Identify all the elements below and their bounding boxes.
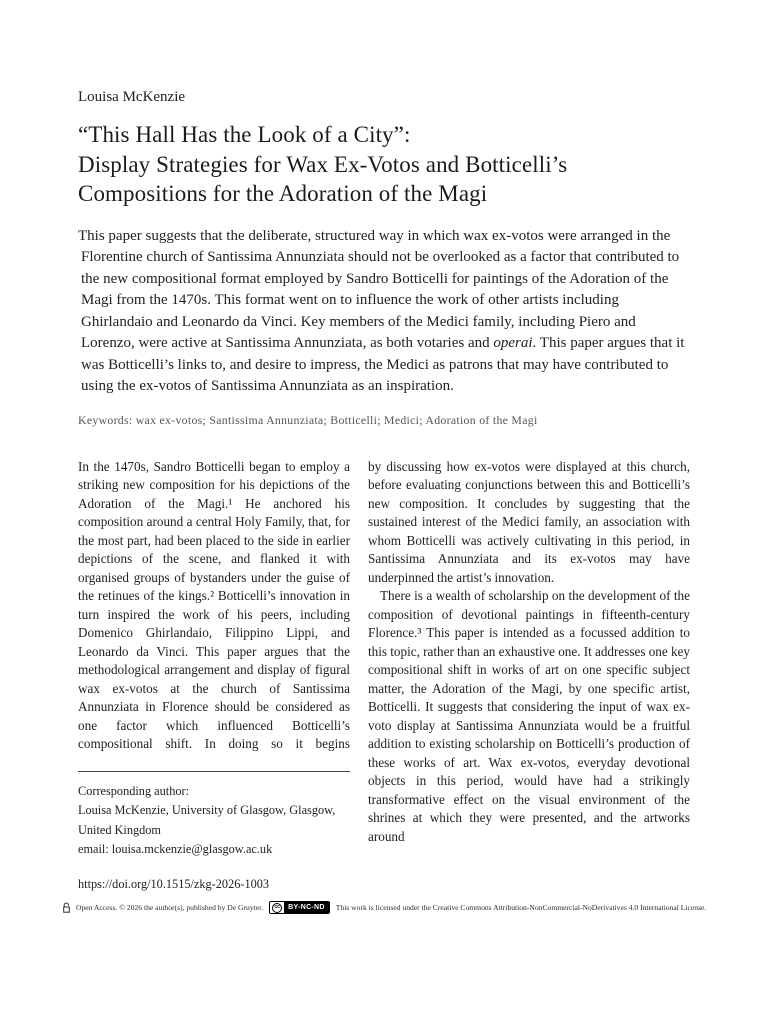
author-byline: Louisa McKenzie — [78, 89, 186, 105]
article-body — [78, 458, 690, 894]
title-line-3: Compositions for the Adoration of the Magi — [78, 181, 488, 206]
body-paragraph-right-1: by discussing how ex-votos were displayed at this church, before evaluating conjunctions between this and Botticelli’s new composition. It concludes by suggesting that the sustained interest of the Medici family, an association with whom Botticelli was actively cultivating in this period, in Santissima Annunziata and its ex-votos may have underpinned the artist’s innovation. — [368, 458, 690, 585]
email-line: email: louisa.mckenzie@glasgow.ac.uk — [78, 842, 273, 856]
open-access-statement: Open Access. © 2026 the author(s), published by De Gruyter. — [76, 903, 264, 912]
license-statement: This work is licensed under the Creative Commons Attribution-NonCommercial-NoDerivatives 4.0 International License. — [335, 903, 707, 912]
abstract-italic-term: operai — [493, 335, 533, 351]
abstract-paragraph — [78, 226, 690, 398]
page-footer — [63, 901, 713, 914]
title-line-2: Display Strategies for Wax Ex-Votos and Botticelli’s — [78, 151, 568, 177]
open-lock-icon — [63, 902, 71, 913]
keywords-line: Keywords: wax ex-votos; Santissima Annunziata; Botticelli; Medici; Adoration of the Magi — [78, 412, 538, 427]
cc-license-badge — [269, 901, 330, 914]
abstract-text-before: This paper suggests that the deliberate, structured way in which wax ex-votos were arranged in the Florentine church of Santissima Annunziata should not be overlooked as a factor that contributed to the new compositional format employed by Sandro Botticelli for paintings of the Adoration of the Magi from the 1470s. This format went on to influence the work of other artists including Ghirlandaio and Leonardo da Vinci. Key members of the Medici family, including Piero and Lorenzo, were active at Santissima Annunziata, as both votaries and — [78, 227, 680, 351]
page-title — [78, 120, 690, 209]
abstract-text-after: . This paper argues that it was Botticelli’s links to, and desire to impress, the Medici as patrons that may have contributed to using the ex-votos of Santissima Annunziata as an inspiration. — [81, 335, 685, 394]
cc-badge-label: BY-NC-ND — [284, 902, 329, 913]
affiliation-line-1: Louisa McKenzie, University of Glasgow, Glasgow, — [78, 803, 336, 817]
affiliation-line-2: United Kingdom — [78, 822, 161, 837]
body-paragraph-right-2: There is a wealth of scholarship on the development of the composition of devotional paintings in fifteenth-century Florence.³ This paper is intended as a focussed addition to this topic, rather than an exhaustive one. It addresses one key compositional shift in works of art on one specific subject matter, the Adoration of the Magi, by one specific artist, Botticelli. It suggests that considering the input of wax ex-voto display at Santissima Annunziata would be a fruitful addition to existing scholarship on Botticelli’s production of these works of art. Wax ex-votos, everyday devotional objects in this period, would have had a strikingly transformative effect on the visual environment of the shrines at which they were presented, and the artworks around — [368, 588, 690, 844]
left-column — [78, 458, 350, 894]
title-line-1: “This Hall Has the Look of a City”: — [78, 122, 411, 147]
right-column — [368, 458, 690, 894]
corresponding-author-divider — [78, 771, 350, 772]
doi-line: https://doi.org/10.1515/zkg-2026-1003 — [78, 876, 270, 891]
corresponding-author-label: Corresponding author: — [78, 783, 189, 798]
body-paragraph-left: In the 1470s, Sandro Botticelli began to employ a striking new composition for his depictions of the Adoration of the Magi.¹ He anchored his composition around a central Holy Family, that, for the most part, had been placed to the side in earlier depictions of the scene, and flanked it with organised groups of bystanders under the guise of the retinues of the kings.² Botticelli’s innovation in turn inspired the work of his peers, including Domenico Ghirlandaio, Filippino Lippi, and Leonardo da Vinci. This paper argues that the methodological arrangement and display of figural wax ex-votos at the church of Santissima Annunziata in Florence should be considered as one factor which influenced Botticelli’s compositional shift. In doing so it begins — [78, 458, 350, 751]
corresponding-author-block — [78, 782, 350, 860]
cc-icon: cc — [270, 902, 284, 913]
